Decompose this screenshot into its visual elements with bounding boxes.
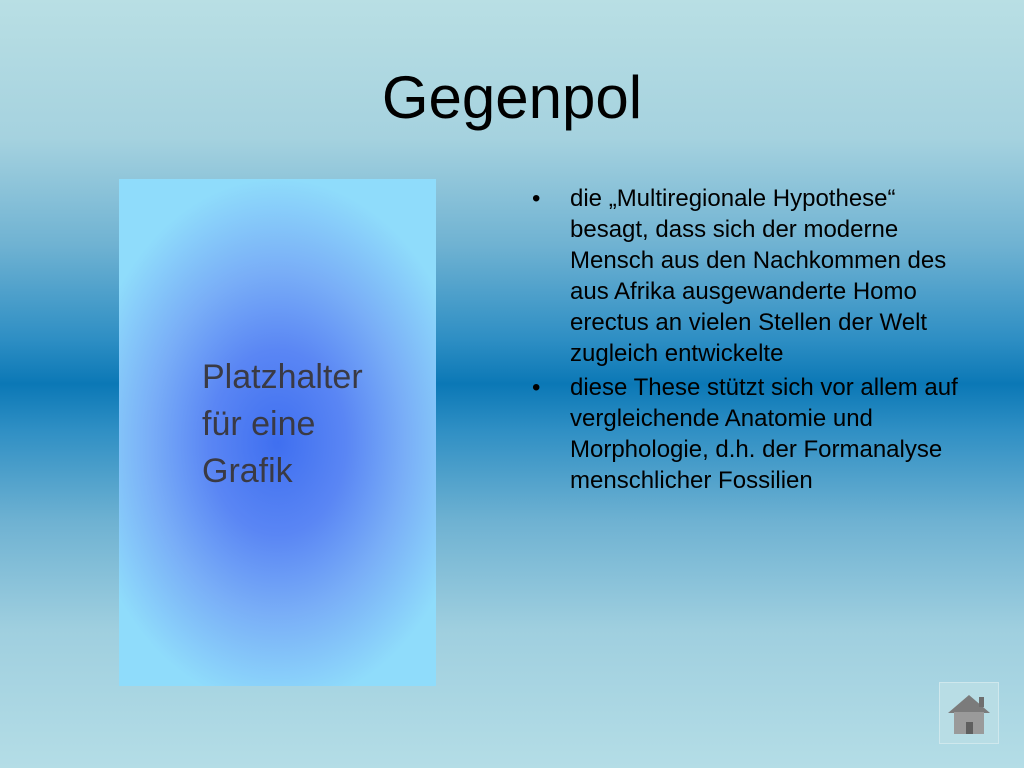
home-icon bbox=[946, 691, 992, 737]
slide-title: Gegenpol bbox=[381, 64, 643, 131]
bullet-list bbox=[526, 183, 966, 499]
bullet-text: diese These stützt sich vor allem auf vergleichende Anatomie und Morphologie, d.h. der Formanalyse menschlicher Fossilien bbox=[570, 374, 958, 494]
bullet-marker: • bbox=[532, 374, 541, 401]
graphic-placeholder bbox=[119, 179, 436, 686]
home-button[interactable] bbox=[939, 682, 999, 744]
placeholder-text: Platzhalter für eine Grafik bbox=[202, 358, 363, 490]
bullet-item bbox=[526, 372, 966, 496]
bullet-item bbox=[526, 183, 966, 369]
bullet-marker: • bbox=[532, 185, 541, 212]
bullet-text: die „Multiregionale Hypothese“ besagt, dass sich der moderne Mensch aus den Nachkommen des aus Afrika ausgewanderte Homo erectus an vielen Stellen der Welt zugleich entwickelte bbox=[570, 185, 947, 367]
